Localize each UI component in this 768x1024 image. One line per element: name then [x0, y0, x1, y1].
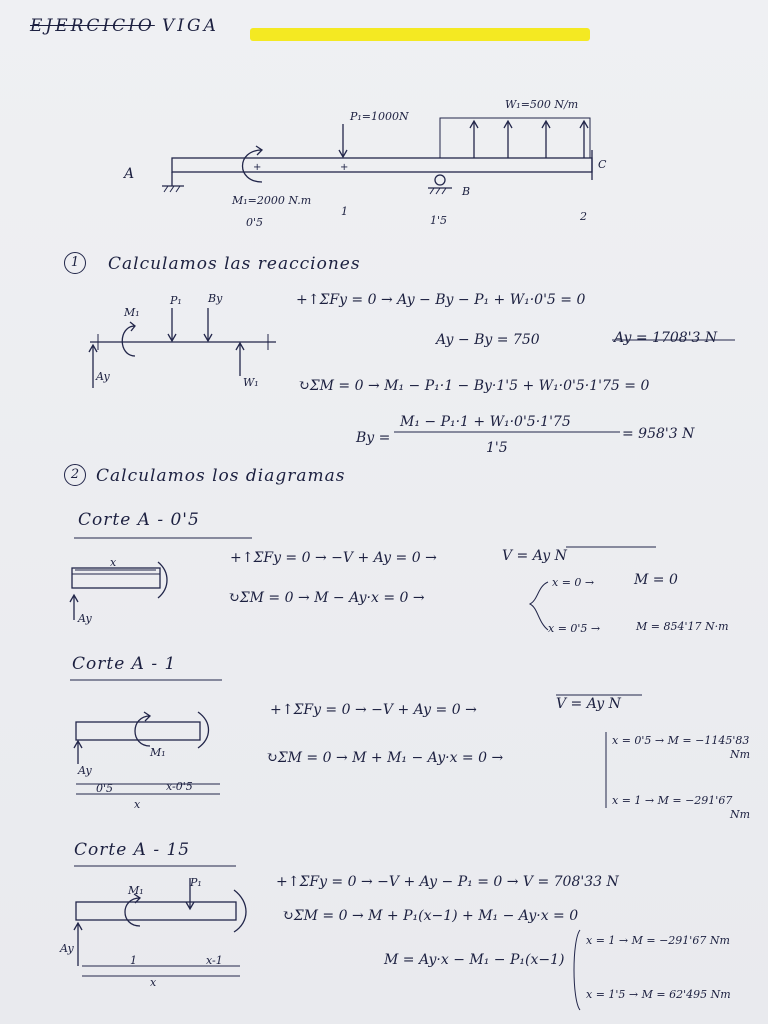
corte-3-title: Corte A - 15: [74, 840, 191, 860]
eq-ay-minus-by: Ay − By = 750: [436, 332, 540, 348]
corte-1-case-1: x = 0 →: [552, 576, 595, 589]
corte-1-res-v: V = Ay N: [502, 548, 567, 564]
by-numerator: M₁ − P₁·1 + W₁·0'5·1'75: [400, 414, 571, 430]
by-denominator: 1'5: [486, 440, 508, 456]
result-ay: Ay = 1708'3 N: [614, 330, 718, 346]
result-by: = 958'3 N: [622, 426, 695, 442]
beam-x4: 2: [580, 210, 587, 223]
corte-3-p1: P₁: [190, 876, 202, 889]
section-2-heading: Calculamos los diagramas: [96, 466, 346, 486]
beam-x2: 1: [341, 205, 348, 218]
corte-1-eq-v: +↑ΣFy = 0 → −V + Ay = 0 →: [230, 550, 437, 566]
beam-m1: M₁=2000 N.m: [232, 194, 312, 207]
svg-text:+: +: [340, 162, 349, 173]
fbd-w1: W₁: [243, 376, 259, 389]
corte-2-d2: x-0'5: [166, 780, 193, 793]
fbd-ay: Ay: [96, 370, 110, 383]
title-struck: EJERCICIO: [30, 16, 155, 36]
section-1-number: 1: [64, 252, 86, 274]
corte-1-x: x: [110, 556, 117, 569]
corte-3-d1: 1: [130, 954, 137, 967]
corte-3-eq-v: +↑ΣFy = 0 → −V + Ay − P₁ = 0 → V = 708'33 N: [276, 874, 619, 890]
beam-label-a: A: [124, 166, 135, 182]
corte-2-m1: M₁: [150, 746, 166, 759]
corte-3-case-1: x = 1 → M = −291'67 Nm: [586, 934, 730, 947]
beam-diagram: [162, 118, 592, 194]
corte-1-ay: Ay: [78, 612, 92, 625]
corte-3-ay: Ay: [60, 942, 74, 955]
corte-2-unit-1: Nm: [730, 748, 751, 761]
corte-1-title: Corte A - 0'5: [78, 510, 200, 530]
beam-x3: 1'5: [430, 214, 448, 227]
eq-sum-fy: +↑ΣFy = 0 → Ay − By − P₁ + W₁·0'5 = 0: [296, 292, 586, 308]
corte-3-x: x: [150, 976, 157, 989]
beam-p1: P₁=1000N: [350, 110, 409, 123]
beam-label-c: C: [598, 158, 607, 171]
page-title: VIGA: [162, 16, 219, 36]
svg-text:+: +: [253, 162, 262, 173]
corte-1-res-2: M = 854'17 N·m: [636, 620, 729, 633]
corte-3-m1: M₁: [128, 884, 144, 897]
corte-2-case-2: x = 1 → M = −291'67: [612, 794, 733, 807]
corte-2-x: x: [134, 798, 141, 811]
fbd-p1: P₁: [170, 294, 182, 307]
corte-2-eq-m: ↻ΣM = 0 → M + M₁ − Ay·x = 0 →: [266, 750, 504, 766]
corte-2-ay: Ay: [78, 764, 92, 777]
corte-2-d1: 0'5: [96, 782, 114, 795]
section-1-heading: Calculamos las reacciones: [108, 254, 361, 274]
corte-1-res-1: M = 0: [634, 572, 678, 588]
corte-1-eq-m: ↻ΣM = 0 → M − Ay·x = 0 →: [228, 590, 425, 606]
corte-2-eq-v: +↑ΣFy = 0 → −V + Ay = 0 →: [270, 702, 477, 718]
corte-2-case-1: x = 0'5 → M = −1145'83: [612, 734, 750, 747]
corte-3-case-2: x = 1'5 → M = 62'495 Nm: [586, 988, 731, 1001]
fbd-by: By: [208, 292, 223, 305]
corte-3-eq-m: ↻ΣM = 0 → M + P₁(x−1) + M₁ − Ay·x = 0: [282, 908, 579, 924]
eq-sum-m: ↻ΣM = 0 → M₁ − P₁·1 − By·1'5 + W₁·0'5·1'75 = 0: [298, 378, 650, 394]
beam-label-b: B: [462, 185, 471, 198]
beam-w1: W₁=500 N/m: [505, 98, 579, 111]
corte-2-title: Corte A - 1: [72, 654, 177, 674]
corte-1-case-2: x = 0'5 →: [548, 622, 601, 635]
section-2-number: 2: [64, 464, 86, 486]
corte-2-unit-2: Nm: [730, 808, 751, 821]
corte-2-res-v: V = Ay N: [556, 696, 621, 712]
corte-3-eq-m2: M = Ay·x − M₁ − P₁(x−1): [384, 952, 565, 968]
fbd-m1: M₁: [124, 306, 140, 319]
beam-x1: 0'5: [246, 216, 264, 229]
corte-3-d2: x-1: [206, 954, 223, 967]
by-label: By =: [356, 430, 391, 446]
